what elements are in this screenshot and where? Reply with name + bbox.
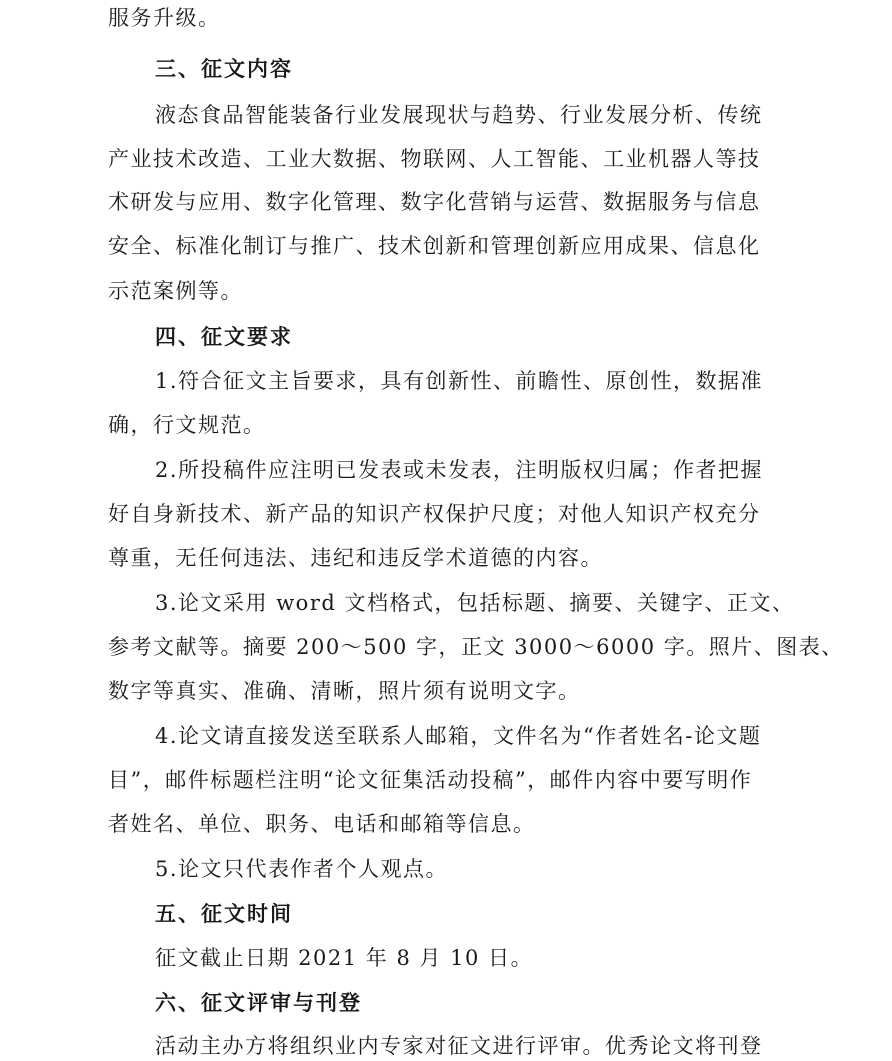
paragraph-line: 安全、标准化制订与推广、技术创新和管理创新应用成果、信息化 (108, 234, 761, 258)
paragraph-line: 2.所投稿件应注明已发表或未发表，注明版权归属；作者把握 (155, 458, 764, 482)
paragraph-line: 液态食品智能装备行业发展现状与趋势、行业发展分析、传统 (155, 103, 763, 127)
paragraph-line: 服务升级。 (108, 6, 221, 30)
paragraph-line: 好自身新技术、新产品的知识产权保护尺度；对他人知识产权充分 (108, 502, 761, 526)
section-heading-time: 五、征文时间 (155, 902, 293, 926)
section-heading-content: 三、征文内容 (155, 57, 293, 81)
paragraph-line: 术研发与应用、数字化管理、数字化营销与运营、数据服务与信息 (108, 190, 761, 214)
section-heading-requirements: 四、征文要求 (155, 325, 293, 349)
paragraph-line: 产业技术改造、工业大数据、物联网、人工智能、工业机器人等技 (108, 147, 761, 171)
paragraph-line: 1.符合征文主旨要求，具有创新性、前瞻性、原创性，数据准 (155, 369, 764, 393)
paragraph-line: 尊重，无任何违法、违纪和违反学术道德的内容。 (108, 546, 603, 570)
section-heading-review: 六、征文评审与刊登 (155, 991, 362, 1015)
paragraph-line: 活动主办方将组织业内专家对征文进行评审。优秀论文将刊登 (155, 1034, 763, 1058)
paragraph-line: 者姓名、单位、职务、电话和邮箱等信息。 (108, 812, 536, 836)
paragraph-line: 征文截止日期 2021 年 8 月 10 日。 (155, 946, 534, 970)
paragraph-line: 5.论文只代表作者个人观点。 (155, 857, 449, 881)
paragraph-line: 示范案例等。 (108, 279, 243, 303)
paragraph-line: 3.论文采用 word 文档格式，包括标题、摘要、关键字、正文、 (155, 591, 795, 615)
paragraph-line: 目”，邮件标题栏注明“论文征集活动投稿”，邮件内容中要写明作 (108, 768, 753, 792)
paragraph-line: 确，行文规范。 (108, 413, 266, 437)
paragraph-line: 参考文献等。摘要 200～500 字，正文 3000～6000 字。照片、图表、 (108, 635, 844, 659)
paragraph-line: 数字等真实、准确、清晰，照片须有说明文字。 (108, 679, 581, 703)
paragraph-line: 4.论文请直接发送至联系人邮箱，文件名为“作者姓名-论文题 (155, 724, 762, 748)
